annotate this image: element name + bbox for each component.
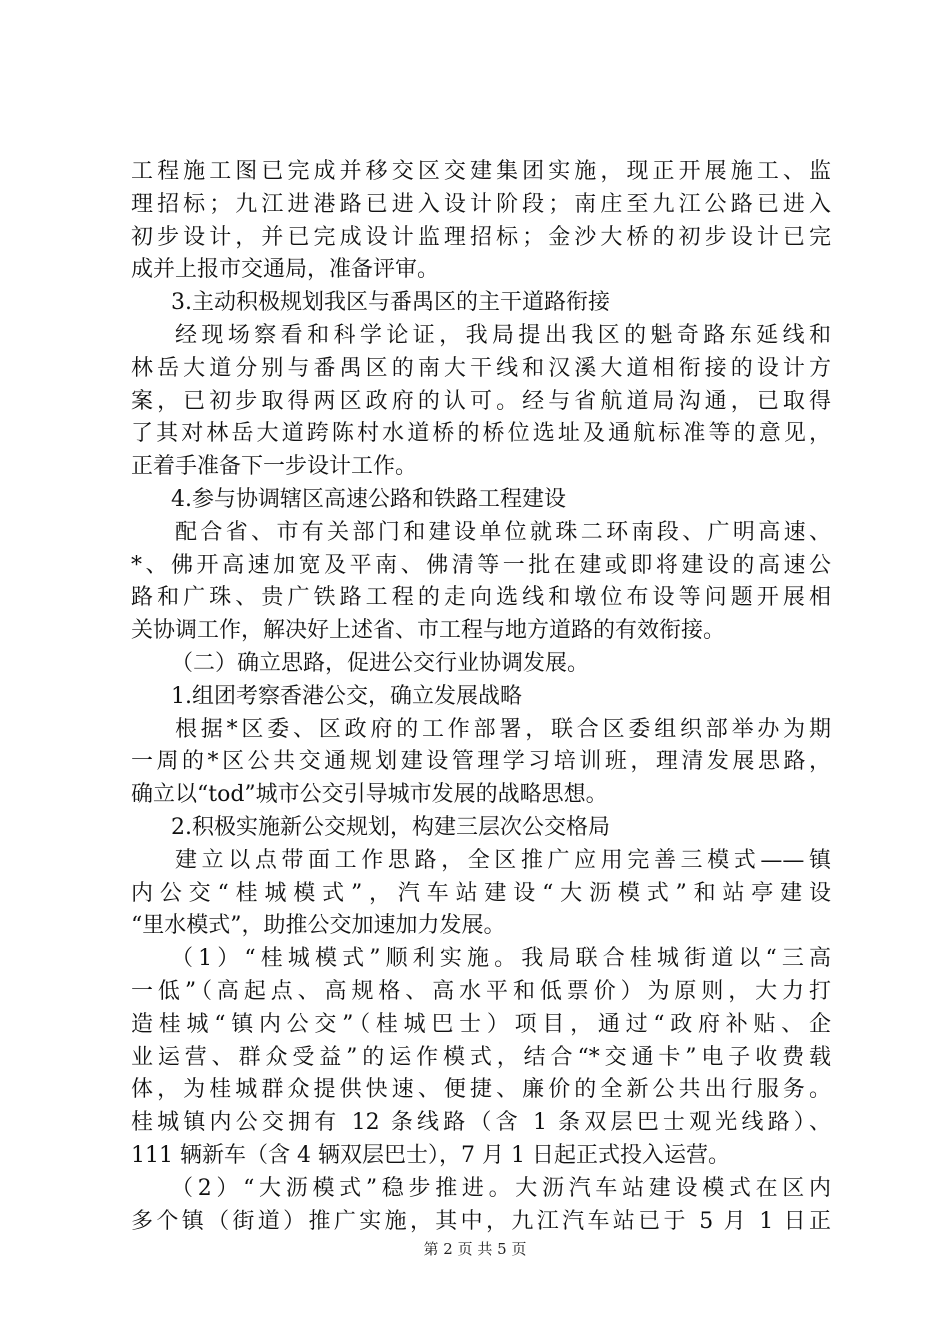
text-line: 正着手准备下一步设计工作。 (131, 454, 418, 480)
text-line: 体，为桂城群众提供快速、便捷、廉价的全新公共出行服务。 (131, 1077, 831, 1103)
text-line: “里水模式”，助推公交加速加力发展。 (131, 913, 506, 939)
text-line: （二）确立思路，促进公交行业协调发展。 (171, 650, 590, 676)
text-line: 林岳大道分别与番禺区的南大干线和汉溪大道相衔接的设计方 (131, 355, 831, 381)
text-line: *、佛开高速加宽及平南、佛清等一批在建或即将建设的高速公 (131, 552, 831, 578)
text-line: 2.积极实施新公交规划，构建三层次公交格局 (171, 814, 610, 840)
text-line: 初步设计，并已完成设计监理招标；金沙大桥的初步设计已完 (131, 224, 831, 250)
text-line: 1.组团考察香港公交，确立发展战略 (171, 683, 522, 709)
text-line: 配合省、市有关部门和建设单位就珠二环南段、广明高速、 (175, 519, 831, 545)
text-line: 内公交“桂城模式”，汽车站建设“大沥模式”和站亭建设 (131, 880, 831, 906)
text-line: 根据*区委、区政府的工作部署，联合区委组织部举办为期 (175, 716, 831, 742)
text-line: （2）“大沥模式”稳步推进。大沥汽车站建设模式在区内 (171, 1175, 831, 1201)
text-line: 了其对林岳大道跨陈村水道桥的桥位选址及通航标准等的意见， (131, 421, 831, 447)
text-line: 案，已初步取得两区政府的认可。经与省航道局沟通，已取得 (131, 388, 831, 414)
text-line: 路和广珠、贵广铁路工程的走向选线和墩位布设等问题开展相 (131, 585, 831, 611)
text-line: 理招标；九江进港路已进入设计阶段；南庄至九江公路已进入 (131, 191, 831, 217)
text-line: 造桂城“镇内公交”（桂城巴士）项目，通过“政府补贴、企 (131, 1011, 831, 1037)
text-line: 经现场察看和科学论证，我局提出我区的魁奇路东延线和 (175, 322, 831, 348)
text-line: （1）“桂城模式”顺利实施。我局联合桂城街道以“三高 (171, 946, 831, 972)
text-line: 业运营、群众受益”的运作模式，结合“*交通卡”电子收费载 (131, 1044, 831, 1070)
text-line: 桂城镇内公交拥有 12 条线路（含 1 条双层巴士观光线路）、 (131, 1110, 831, 1136)
text-line: 成并上报市交通局，准备评审。 (131, 257, 440, 283)
text-line: 一周的*区公共交通规划建设管理学习培训班，理清发展思路， (131, 749, 831, 775)
text-line: 3.主动积极规划我区与番禺区的主干道路衔接 (171, 290, 610, 316)
text-line: 4.参与协调辖区高速公路和铁路工程建设 (171, 486, 566, 512)
text-line: 关协调工作，解决好上述省、市工程与地方道路的有效衔接。 (131, 618, 726, 644)
text-line: 工程施工图已完成并移交区交建集团实施，现正开展施工、监 (131, 159, 831, 184)
text-line: 111 辆新车（含 4 辆双层巴士），7 月 1 日起正式投入运营。 (131, 1142, 730, 1168)
document-body (131, 156, 831, 1238)
text-line: 一低”（高起点、高规格、高水平和低票价）为原则，大力打 (131, 978, 831, 1004)
page-footer: 第 2 页 共 5 页 (423, 1240, 527, 1258)
text-line: 多个镇（街道）推广实施，其中，九江汽车站已于 5 月 1 日正 (131, 1208, 831, 1234)
text-line: 建立以点带面工作思路，全区推广应用完善三模式——镇 (175, 847, 831, 873)
text-line: 确立以“tod”城市公交引导城市发展的战略思想。 (131, 782, 608, 808)
